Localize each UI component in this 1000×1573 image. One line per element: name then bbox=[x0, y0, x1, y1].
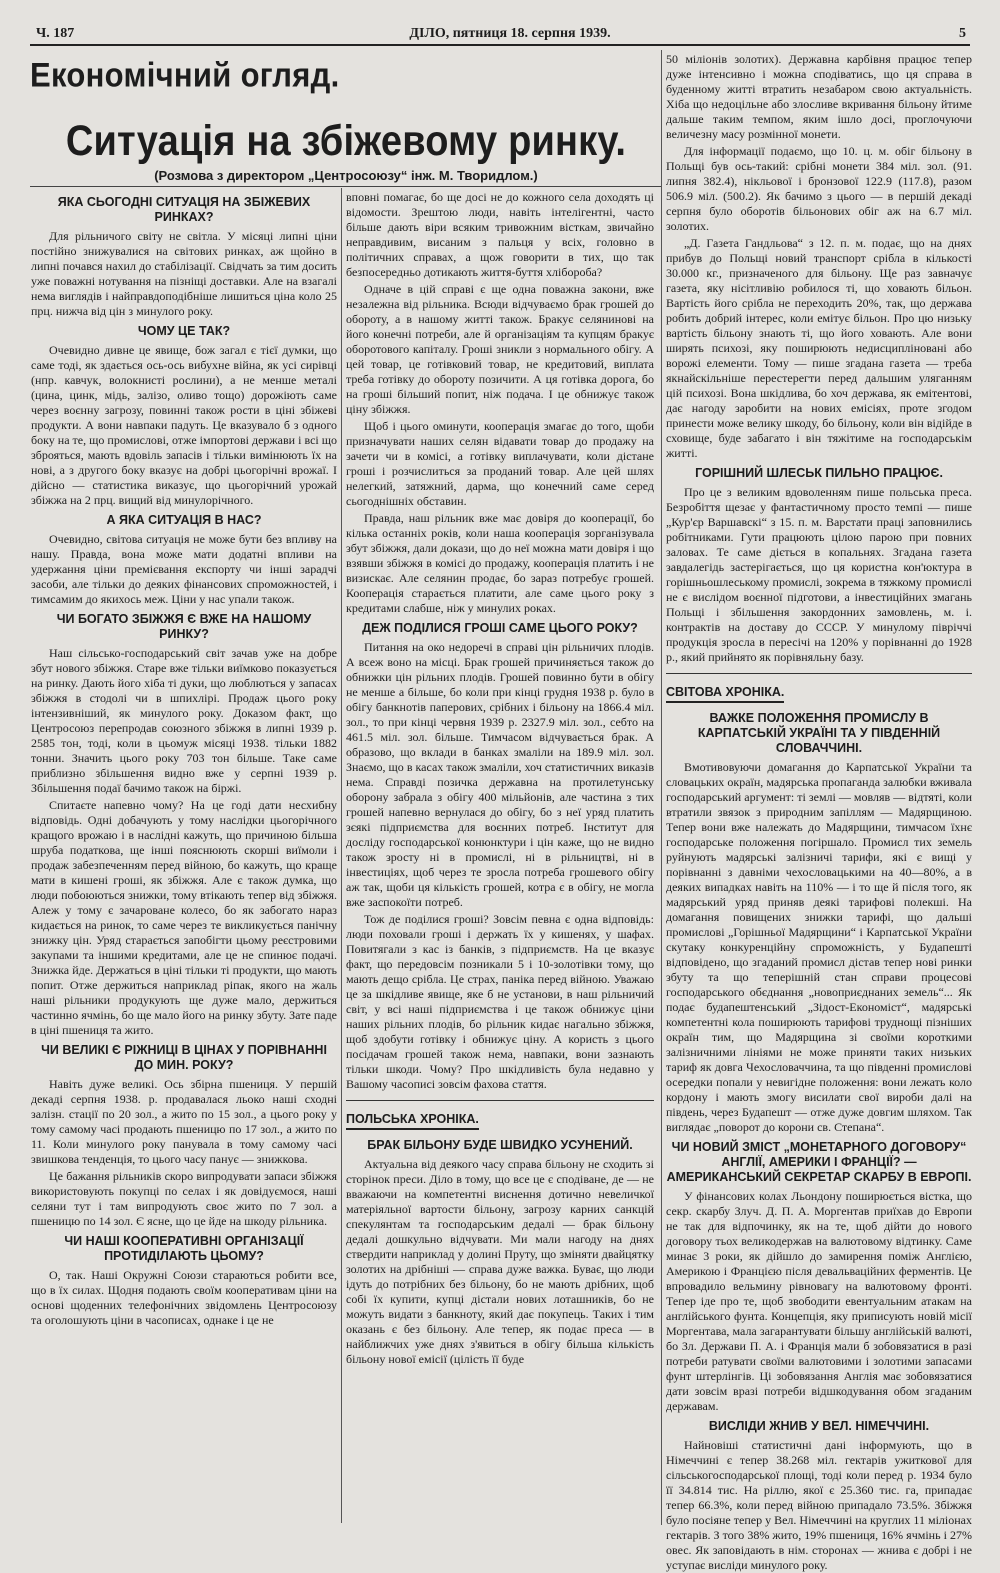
header-rule bbox=[30, 44, 970, 46]
paragraph: Для рільничого світу не світла. У місяці липні ціни постійно знижувалися на світових ринках, аж щойно в липні почався нахил до стабілізації. Свідчать за тим досить уже поважні нотування на пізніщі доставки. Але на взагалі нема виглядів і найправдоподібніше лишиться ціна коло 25 прц. нижча від цін з минулого року. bbox=[31, 229, 337, 318]
paragraph: Спитаєте напевно чому? На це годі дати несхибну відповідь. Одні добачують у тому наслідки цьогорічного кращого врожаю і в наслідні кажуть, що причиною більша шруба податкова, ще інші пояснюють скорші виїмоли і продаж забезпеченням перед війною, бо кажуть, що краще мати в кишені гроші, як збіжжя. Але є також думка, що люди побоюються знижки, тому втікають тепер від збіжжя. Алеж у тому є зачароване колесо, бо як забогато нараз кидається на ринок, то саме через те викликується панічну знижку цін. Уряд старається запобігти цьому реєстровими закупами та іншими кредитами, але це не спинює подачі. Знижка йде. Держаться в ціні тільки ті продукти, що мають попит. Отже держиться наприклад ріпак, якого на жаль наші рільники продукують ще дуже мало, держиться частинно ячмінь, бо ще мало його на ринку збуту. Зате паде в ціні пшениця та жито. bbox=[31, 798, 337, 1037]
column-3 bbox=[666, 52, 972, 1572]
paragraph: Щоб і цього оминути, кооперація змагає до того, щоби призначувати наших селян відавати товар до продажу на зачети чи в комісі, а готівку виплачувати, коли дістане гроші і розчислиться за проданий товар. Але цей шлях нелегкий, затяжний, дарма, що конечний саме серед сьогоднішніх обставин. bbox=[346, 419, 654, 508]
paragraph: Питання на око недоречі в справі цін рільничих плодів. А всеж воно на місці. Брак грошей причиняється також до обнижки цін рільних плодів. Грошей повинно бути в обігу не менше а більше, бо коли при кінці грудня 1938 р. було в обігу банкнотів паперових, срібних і більону на 1866.4 міл. зол., то при кінці червня 1939 р. 2327.9 міл. зол., себто на 461.5 міл. зол. більше. Тимчасом відчувається брак. А образово, що вклади в банках змаліли на 189.9 міл. зол. Знаємо, що в касах також змаліли, хоч статистичних виказів нема. Справді позичка державна на протилетунську оборону забрала з обігу 400 мільйонів, але частина з тих грошей напевно вернулася до обігу, бо з неї уряд платить зєякі підприємства для воєнних потреб. Інститут для досліду господарської конюнктури і цін каже, що не видно також зросту ні в промислі, ні в рільництві, ні в інвестиціях, щоб через те зросла потреба грошевого обігу аж так, щоби ця кількість грошей, котра є в обігу, не могла вже заспокоїти потреб. bbox=[346, 640, 654, 909]
news-headline: БРАК БІЛЬОНУ БУДЕ ШВИДКО УСУНЕНИЙ. bbox=[367, 1138, 633, 1152]
question-heading: А ЯКА СИТУАЦІЯ В НАС? bbox=[106, 513, 262, 527]
section-title: Економічний огляд. bbox=[30, 55, 340, 95]
paragraph: Це бажання рільників скоро випродувати запаси збіжжя використовують покупці по селах і як довідуємося, наші селяни тут і там випродують своє жито по 7 зол. а пшеницю по 14 зол. Є ясне, що це йде на шкоду рільника. bbox=[31, 1169, 337, 1228]
article-title: Ситуація на збіжевому ринку. bbox=[65, 118, 627, 166]
article-subtitle: (Розмова з директором „Центросоюзу“ інж. М. Творидлом.) bbox=[154, 168, 538, 183]
column-2 bbox=[346, 190, 654, 1530]
paragraph: Навіть дуже великі. Ось збірна пшениця. У першій декаді серпня 1938. р. продавалася льоко наші сходні залізн. стації по 20 зол., а жито по 15 зол., а цього року у тому самому часі продають пшеницю по 17 зол., а жито по 11. Коли минулого року панувала в тому самому часі звишкова тенденція, то цього часу панує — знижкова. bbox=[31, 1077, 337, 1166]
issue-number: Ч. 187 bbox=[36, 26, 75, 41]
paragraph: Очевидно, світова ситуація не може бути без впливу на нашу. Правда, вона може мати додатні впливи на удержання ціни премієвання експорту чи інші зарадчі засоби, але тільки до деяких фінансових спроможностей, і тимсамим до якихось меж. Ціни у нас упали також. bbox=[31, 532, 337, 606]
news-headline: ЧИ НОВИЙ ЗМІСТ „МОНЕТАРНОГО ДОГОВОРУ“ АНГЛІЇ, АМЕРИКИ І ФРАНЦІЇ? — АМЕРИКАНСЬКИЙ СЕКРЕТАР СКАРБУ В ЕВРОПІ. bbox=[666, 1140, 972, 1184]
rubric-block bbox=[346, 1100, 654, 1133]
paragraph: Тож де поділися гроші? Зовсім певна є одна відповідь: люди поховали гроші і держать їх у кишенях, у шафах. Повитягали з кас із банків, з підприємств. На це вказує факт, що передовсім позникали 5 і 10-золотівки тому, що мають дещо срібла. Це страх, паніка перед війною. Уважаю це за шкідливе явище, яке б не установи, в наш рільничий світ, у всі наші підприємства і це також обнижує ціни наших рільних плодів, бо рільник кидає нагально збіжжя, щоб здобути готівку і обнижує ціну. А користь з цього посідачам грошей також нема, навпаки, вони зазнають тільки шкоди. Чому? Про шкідливість була недавно у Вашому часописі зовсім фахова стаття. bbox=[346, 912, 654, 1091]
title-rule bbox=[30, 186, 662, 187]
rubric-title: ПОЛЬСЬКА ХРОНІКА. bbox=[346, 1112, 479, 1130]
masthead-date: ДІЛО, пятниця 18. серпня 1939. bbox=[409, 26, 611, 41]
paragraph: Актуальна від деякого часу справа більону не сходить зі сторінок преси. Діло в тому, що все це є сподіване, де — не вважаючи на компетентні виснення дотично невеличкої матеріяльної вартости більону, загрозу карних санкцій спекулянтам та господарським дедалі — брак більону дедалі дошкульно відчувати. Ми мали нагоду на днях ствердити наприклад у долині Пруту, що зміняти двайцятку золотих на дрібніші — справа дуже важка. Буває, що люди ідуть до потрібних без більону, бо не мають дрібних, щоб собі їх купити, купці дістали нових лоташників, бо не можуть видати з банкноту, який дає покупець. Таких і тим оказань є без більону. Але тепер, як подає преса — в найближчих уже днях з'явиться в обігу більша кількість більону нової емісії (цілість її буде bbox=[346, 1157, 654, 1366]
paragraph: Найновіші статистичні дані інформують, що в Німеччині є тепер 38.268 міл. гектарів ужиткової для сільськогосподарської площі, тоді коли перед р. 1934 було її 34.814 тис. На ріллю, якої є 25.360 тис. га, припадає тепер 66.3%, коли перед війною припадало 73.5%. Збіжжя було посіяне тепер у Вел. Німеччині на круглих 11 міліонах гектарів. З того 38% жито, 19% пшениця, 16% ячмінь і 27% овес. Як заповідають в нім. сторонах — жнива є добрі і не уступає висліди минулого року. bbox=[666, 1438, 972, 1572]
rubric-block bbox=[666, 673, 972, 706]
question-heading: ДЕЖ ПОДІЛИСЯ ГРОШІ САМЕ ЦЬОГО РОКУ? bbox=[362, 621, 638, 635]
question-heading: ЧИ БОГАТО ЗБІЖЖЯ Є ВЖЕ НА НАШОМУ РИНКУ? bbox=[56, 612, 312, 641]
news-headline: ВИСЛІДИ ЖНИВ У ВЕЛ. НІМЕЧЧИНІ. bbox=[708, 1419, 930, 1433]
page-header bbox=[30, 26, 970, 46]
column-1 bbox=[31, 190, 337, 1530]
question-heading: ЧИ ВЕЛИКІ Є РІЖНИЦІ В ЦІНАХ У ПОРІВНАННІ ДО МИН. РОКУ? bbox=[41, 1043, 327, 1072]
paragraph: вповні помагає, бо ще досі не до кожного села доходять ці відомости. Зрештою люди, навіть інтелігентні, часто більше дають віри всяким тривожним вісткам, звичайно неправдивим, висаним з пальця у всіх, головно в політичних справах, а щож говорити в тих, що так безпосередньо дотикають життя-буття хлібороба? bbox=[346, 190, 654, 279]
paragraph: У фінансових колах Льондону поширюється вістка, що секр. скарбу Злуч. Д. П. А. Моргентав приїхав до Европи не так для відпочинку, як на те, щоб дійти до нового договору тьох великодержав на валютовому відтинку. Саме минає 3 роки, як дійшло до замирення поміж Англією, Америкою і Францією після девальваційних ферментів. Це впровадило вельмину рівновагу на валютовому фронті. Тепер іде про те, щоб звободити евентуальним атакам на англійського фунта. Концепція, яку приписують новій місії Моргентава, мала загарантувати більшу англійській валюті, бо Зл. Держави П. А. і Франція мали б зобовязатися в разі потреби ратувати своїми валютовими і золотими запасами фунт штерлінгів. Ці зобовязання Англія має зобовязатися дати зовсім вразі потреби відшкодування обом згаданим державам. bbox=[666, 1189, 972, 1413]
question-heading: ЯКА СЬОГОДНІ СИТУАЦІЯ НА ЗБІЖЕВИХ РИНКАХ? bbox=[57, 195, 311, 224]
paragraph: 50 міліонів золотих). Державна карбівня працює тепер дуже інтенсивно і можна сподіватись, що ця справа в буденному житті втратить незабаром свою актуальність. Хіба що недоцільне або злосливе вкривання більону йтиме дальше таким темпом, яким ішло досі, проглочуючи величезну масу розмінної монети. bbox=[666, 52, 972, 141]
question-heading: ЧОМУ ЦЕ ТАК? bbox=[137, 324, 231, 338]
rubric-title: СВІТОВА ХРОНІКА. bbox=[666, 685, 784, 703]
column-divider bbox=[661, 50, 662, 1525]
paragraph: Вмотивовуючи домагання до Карпатської України та словацьких окраїн, мадярська пропаганда залюбки вживала господарський аргумент: ті землі — мовляв — відтяті, коли втратили звязок з природним запіллям — Мадярщиною. Тепер вони вже належать до Мадярщини, тимчасом їхнє господарське положення погіршало. Промисл тих земель руйнують мадярські залізничі тарифи, які є вищі у порівнанні з давніми чехословацькими на 40—80%, а в деяких випадках навіть на 110% — і то ще й після того, як мадярський уряд приняв деякі тарифові полекші. На домагання повищених знижки тарифі, що дальші промислові „Горішньої Мадярщини“ і Карпатської України скутаку конкуренційну спроможність, у Будапешті відповідено, що згаданий промисл дістав тепер нові ринки збуту та що теперішній стан справи процесові господарського обєднання „новоприєднаних земель“... Як подає будапештенський „Зідост-Економіст“, мадярські компетентні кола поширюють тарифові труднощі пізніших окраїн тим, що Мадярщина зі своїми короткими залізничними лініями не може приняти таких низьких тариф як довга Чехословаччина, та що південні промислові осередки попали у невигідне положення: вони лежать коло кордону і мають змогу висилати свої вироби далі на південь, через Будапешт — отже дуже довгим шляхом. Так виглядає „поворот до корони св. Степана“. bbox=[666, 760, 972, 1134]
paragraph: О, так. Наші Окружні Союзи стараються робити все, що в їх силах. Щодня подають своїм кооперативам ціни на основі щоденних телефонічних звідомлень Центросоюзу та оголошують ціни в часописах, однаке і це не bbox=[31, 1268, 337, 1327]
news-headline: ВАЖКЕ ПОЛОЖЕННЯ ПРОМИСЛУ В КАРПАТСЬКІЙ УКРАЇНІ ТА У ПІВДЕННІЙ СЛОВАЧЧИНІ. bbox=[697, 711, 941, 755]
column-divider bbox=[341, 188, 342, 1523]
paragraph: Правда, наш рільник вже має довіря до кооперації, бо кілька останніх років, коли наша кооперація зорганізувала збут збіжжя, дали докази, що до неї можна мати довіря і що взявши збіжжя в комісі до продажу, кооперація платить і не визискає. Але селянин продає, бо зараз потребує грошей. Кооперація старається платити, але саме цього року з кредитами слабше, ніж у минулих роках. bbox=[346, 511, 654, 615]
news-headline: ГОРІШНИЙ ШЛЕСЬК ПИЛЬНО ПРАЦЮЄ. bbox=[695, 466, 943, 480]
question-heading: ЧИ НАШІ КООПЕРАТИВНІ ОРГАНІЗАЦІЇ ПРОТИДІЛАЮТЬ ЦЬОМУ? bbox=[64, 1234, 304, 1263]
paragraph: „Д. Газета Гандльова“ з 12. п. м. подає, що на днях прибув до Польщі новий транспорт срібла в кількості 30.000 кг., призначеного для більону. Ще раз завначує газета, яку нісітливію робилося ті, що ховають більон. Вартість його срібла не переходить 20%, так, що держава робить добрий інтерес, коли емітує більон. Про цю низьку вартість більону знають ті, що його ховають. Але вони ширять психозі, яку поширюють недисципліновані або ворожі елементи. Тому — пише згадана газета — треба якнайскільніше перестерегти перед дальшим уляганням цій психозі. Вона шкідлива, бо хоч держава, як емітентові, дає нагоду заробити на нових емісіях, проте згодом принести може велику шкоду, бо більону, коли він відійде в сховище, буде забагато і він тяжітиме на господарськім житті. bbox=[666, 236, 972, 460]
paragraph: Одначе в цій справі є ще одна поважна закони, вже незалежна від рільника. Всюди відчуваємо брак грошей до обороту, а в нашому житті також. Бракує селянинові на його конечні потреби, але й організаціям та купцям бракує оборотового капіталу. Гроші зникли з нормального обігу. А цей товар, це готівковий товар, не кредитовий, виплата треба готівку до обороту позичити. А ця готівка дорога, бо на гроші більший попит, ніж подача. І це обнижує також ціну збіжжя. bbox=[346, 282, 654, 416]
paragraph: Для інформації подаємо, що 10. ц. м. обіг більону в Польщі був ось-такий: срібні монети 384 міл. зол. (91. липня 382.4), нікльової і бронзової 122.9 (117.8), разом 506.9 міл. (500.2). Як бачимо з цього — в першій декаді серпня було оборотів більонових обіг аж на 6.7 міл. золотих. bbox=[666, 144, 972, 233]
paragraph: Наш сільсько-господарський світ зачав уже на добре збут нового збіжжя. Старе вже тільки виїмково показується на ринку. Дають його хіба ті дуки, що люблються у запасах збіжжя в стодолі чи в шпихлірі. Продаж цього року інтензивніший, як минулого року. Доказом факт, що Центросоюз перепродав союзного збіжжя в липні 1939 р. 2585 тон, тоді, коли в цьомуж місяці 1938. тільки 1882 тонни. Значить цього року 703 тон більше. Таке саме приблизно збільшення видно вже у серпні 1939 р. Збільшення подаї бачимо також на біржі. bbox=[31, 646, 337, 795]
paragraph: Очевидно дивне це явище, бож загал є тієї думки, що саме тоді, як здається ось-ось вибухне війна, як усі сирівці (нпр. кавчук, волокнисті рослини), а не менше металі (цина, цинк, мідь, залізо, оливо тощо) дорожіють саме через воєнну загрозу, повинні також рости в ціні збіжеві продукти. А вони навпаки падуть. Це вказувало б з одного боку на те, що промислові, отже імпортові держави і всі що зброяться, мають вдовіль запасів і тільки вимінюють їх на нові, а з другого боку вказує на добрі цьогорічні врожаї. І дійсно — статистика виказує, що цьогорічний урожай збіжжа на 2 прц. вищий від минулорічного. bbox=[31, 343, 337, 507]
page-number: 5 bbox=[959, 26, 966, 41]
paragraph: Про це з великим вдоволенням пише польська преса. Безробіття щезає у фантастичному просто темпі — пише „Кур'єр Варшавскі“ з 15. п. м. Варстати праці заповнились робітниками. Гути працюють цілою парою при повних заловах. Те саме діється в копальнях. Згадана газета завдалегідь застерігається, що ця користна кон'юктура в горішньошлеському промислі, зокрема в тяжкому промислі не є вислідом воєнної підготови, а інвестиційних змагань Польщі і збільшення закордонних замовлень, м. і. контрактів на доставу до СССР. У минулому півріччі продукція зросла в пересічі на 120% у порівнанні до 1928 р., який прийнято як порівняльну базу. bbox=[666, 485, 972, 664]
